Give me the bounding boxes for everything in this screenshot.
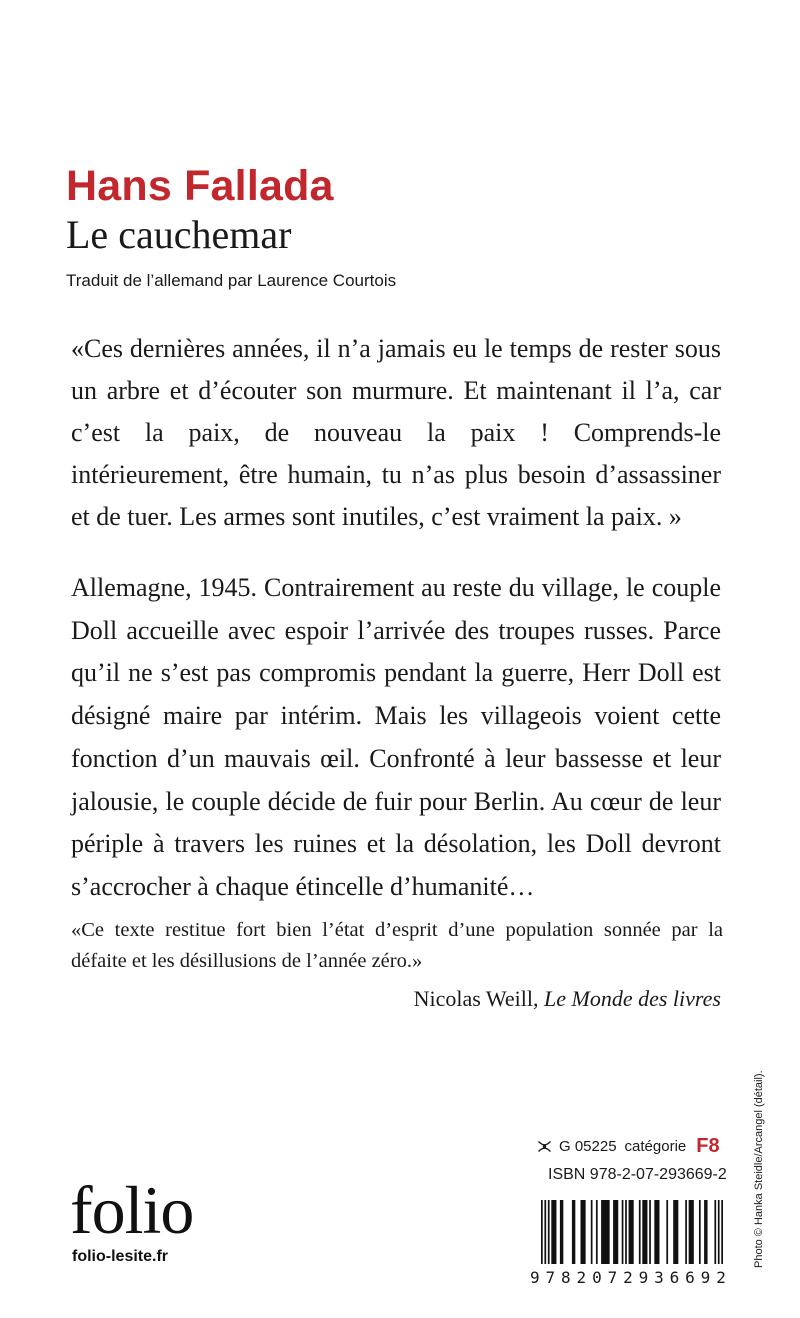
barcode-digit: 7 bbox=[545, 1268, 556, 1287]
isbn: ISBN 978-2-07-293669-2 bbox=[548, 1166, 727, 1183]
barcode-digit: 6 bbox=[685, 1268, 695, 1287]
barcode-bar bbox=[666, 1200, 668, 1264]
barcode-bar bbox=[718, 1200, 720, 1264]
barcode-bar bbox=[685, 1200, 687, 1264]
press-review: «Ce texte restitue fort bien l’état d’esprit d’une population sonnée par la défaite et les désillusions de l’année zéro.» bbox=[71, 919, 723, 972]
barcode-bar bbox=[673, 1200, 678, 1264]
barcode-digit: 8 bbox=[561, 1268, 571, 1287]
gallimard-monogram-icon bbox=[536, 1138, 553, 1155]
barcode-digit: 2 bbox=[716, 1268, 726, 1287]
barcode-bar bbox=[613, 1200, 618, 1264]
barcode-bar bbox=[639, 1200, 641, 1264]
barcode-digit: 7 bbox=[607, 1268, 618, 1287]
barcode-digit: 9 bbox=[530, 1268, 540, 1287]
excerpt-quote: «Ces dernières années, il n’a jamais eu le temps de rester sous un arbre et d’écouter son murmure. Et maintenant il l’a, car c’est la paix, de nouveau la paix ! Comprends-le intérieurement, être humain, tu n’as plus besoin d’assassiner et de tuer. Les armes sont inutiles, c’est vraiment la paix. » bbox=[71, 334, 721, 531]
barcode bbox=[541, 1200, 723, 1264]
barcode-bar bbox=[541, 1200, 543, 1264]
barcode-bar bbox=[699, 1200, 701, 1264]
barcode-bar bbox=[714, 1200, 716, 1264]
publisher-website: folio-lesite.fr bbox=[72, 1248, 169, 1265]
book-title: Le cauchemar bbox=[66, 212, 292, 257]
barcode-bar bbox=[649, 1200, 651, 1264]
barcode-bar bbox=[544, 1200, 546, 1264]
review-author: Nicolas Weill, bbox=[413, 986, 539, 1011]
barcode-bar bbox=[572, 1200, 575, 1264]
barcode-bar bbox=[625, 1200, 627, 1264]
publisher-logo: folio bbox=[70, 1172, 194, 1248]
barcode-digit: 9 bbox=[638, 1268, 649, 1287]
photo-credit: Photo © Hanka Steidle/Arcangel (détail). bbox=[753, 1070, 765, 1268]
barcode-digit: 2 bbox=[623, 1268, 633, 1287]
barcode-bar bbox=[551, 1200, 556, 1264]
barcode-bar bbox=[721, 1200, 723, 1264]
barcode-bar bbox=[596, 1200, 598, 1264]
translator-credit: Traduit de l’allemand par Laurence Courtois bbox=[66, 271, 397, 290]
barcode-bar bbox=[548, 1200, 550, 1264]
barcode-bar bbox=[629, 1200, 634, 1264]
barcode-digit: 0 bbox=[592, 1268, 602, 1287]
barcode-digits bbox=[530, 1268, 726, 1288]
review-attribution bbox=[414, 983, 721, 1015]
barcode-bar bbox=[642, 1200, 647, 1264]
barcode-bar bbox=[704, 1200, 707, 1264]
barcode-digit: 6 bbox=[669, 1268, 680, 1287]
barcode-digit: 2 bbox=[576, 1268, 587, 1287]
price-code: F8 bbox=[696, 1134, 720, 1157]
author-name: Hans Fallada bbox=[66, 162, 334, 210]
catalog-line bbox=[536, 1134, 720, 1158]
barcode-bar bbox=[580, 1200, 585, 1264]
catalog-code: G 05225 bbox=[559, 1137, 617, 1155]
barcode-bar bbox=[689, 1200, 694, 1264]
barcode-bar bbox=[560, 1200, 563, 1264]
barcode-bar bbox=[591, 1200, 593, 1264]
barcode-bar bbox=[654, 1200, 659, 1264]
barcode-digit: 3 bbox=[654, 1268, 664, 1287]
summary-blurb: Allemagne, 1945. Contrairement au reste du village, le couple Doll accueille avec espoir l’arrivée des troupes russes. Parce qu’il ne s’est pas compromis pendant la guerre, Herr Doll est désigné maire par intérim. Mais les villageois voient cette fonction d’un mauvais œil. Confronté à leur bassesse et leur jalousie, le couple décide de fuir pour Berlin. Au cœur de leur périple à travers les ruines et la désolation, les Doll devront s’accrocher à chaque étincelle d’humanité… bbox=[71, 573, 721, 901]
barcode-digit: 9 bbox=[700, 1268, 711, 1287]
category-label: catégorie bbox=[624, 1137, 687, 1155]
review-publication: Le Monde des livres bbox=[544, 986, 721, 1011]
barcode-bar bbox=[601, 1200, 610, 1264]
barcode-bar bbox=[622, 1200, 624, 1264]
